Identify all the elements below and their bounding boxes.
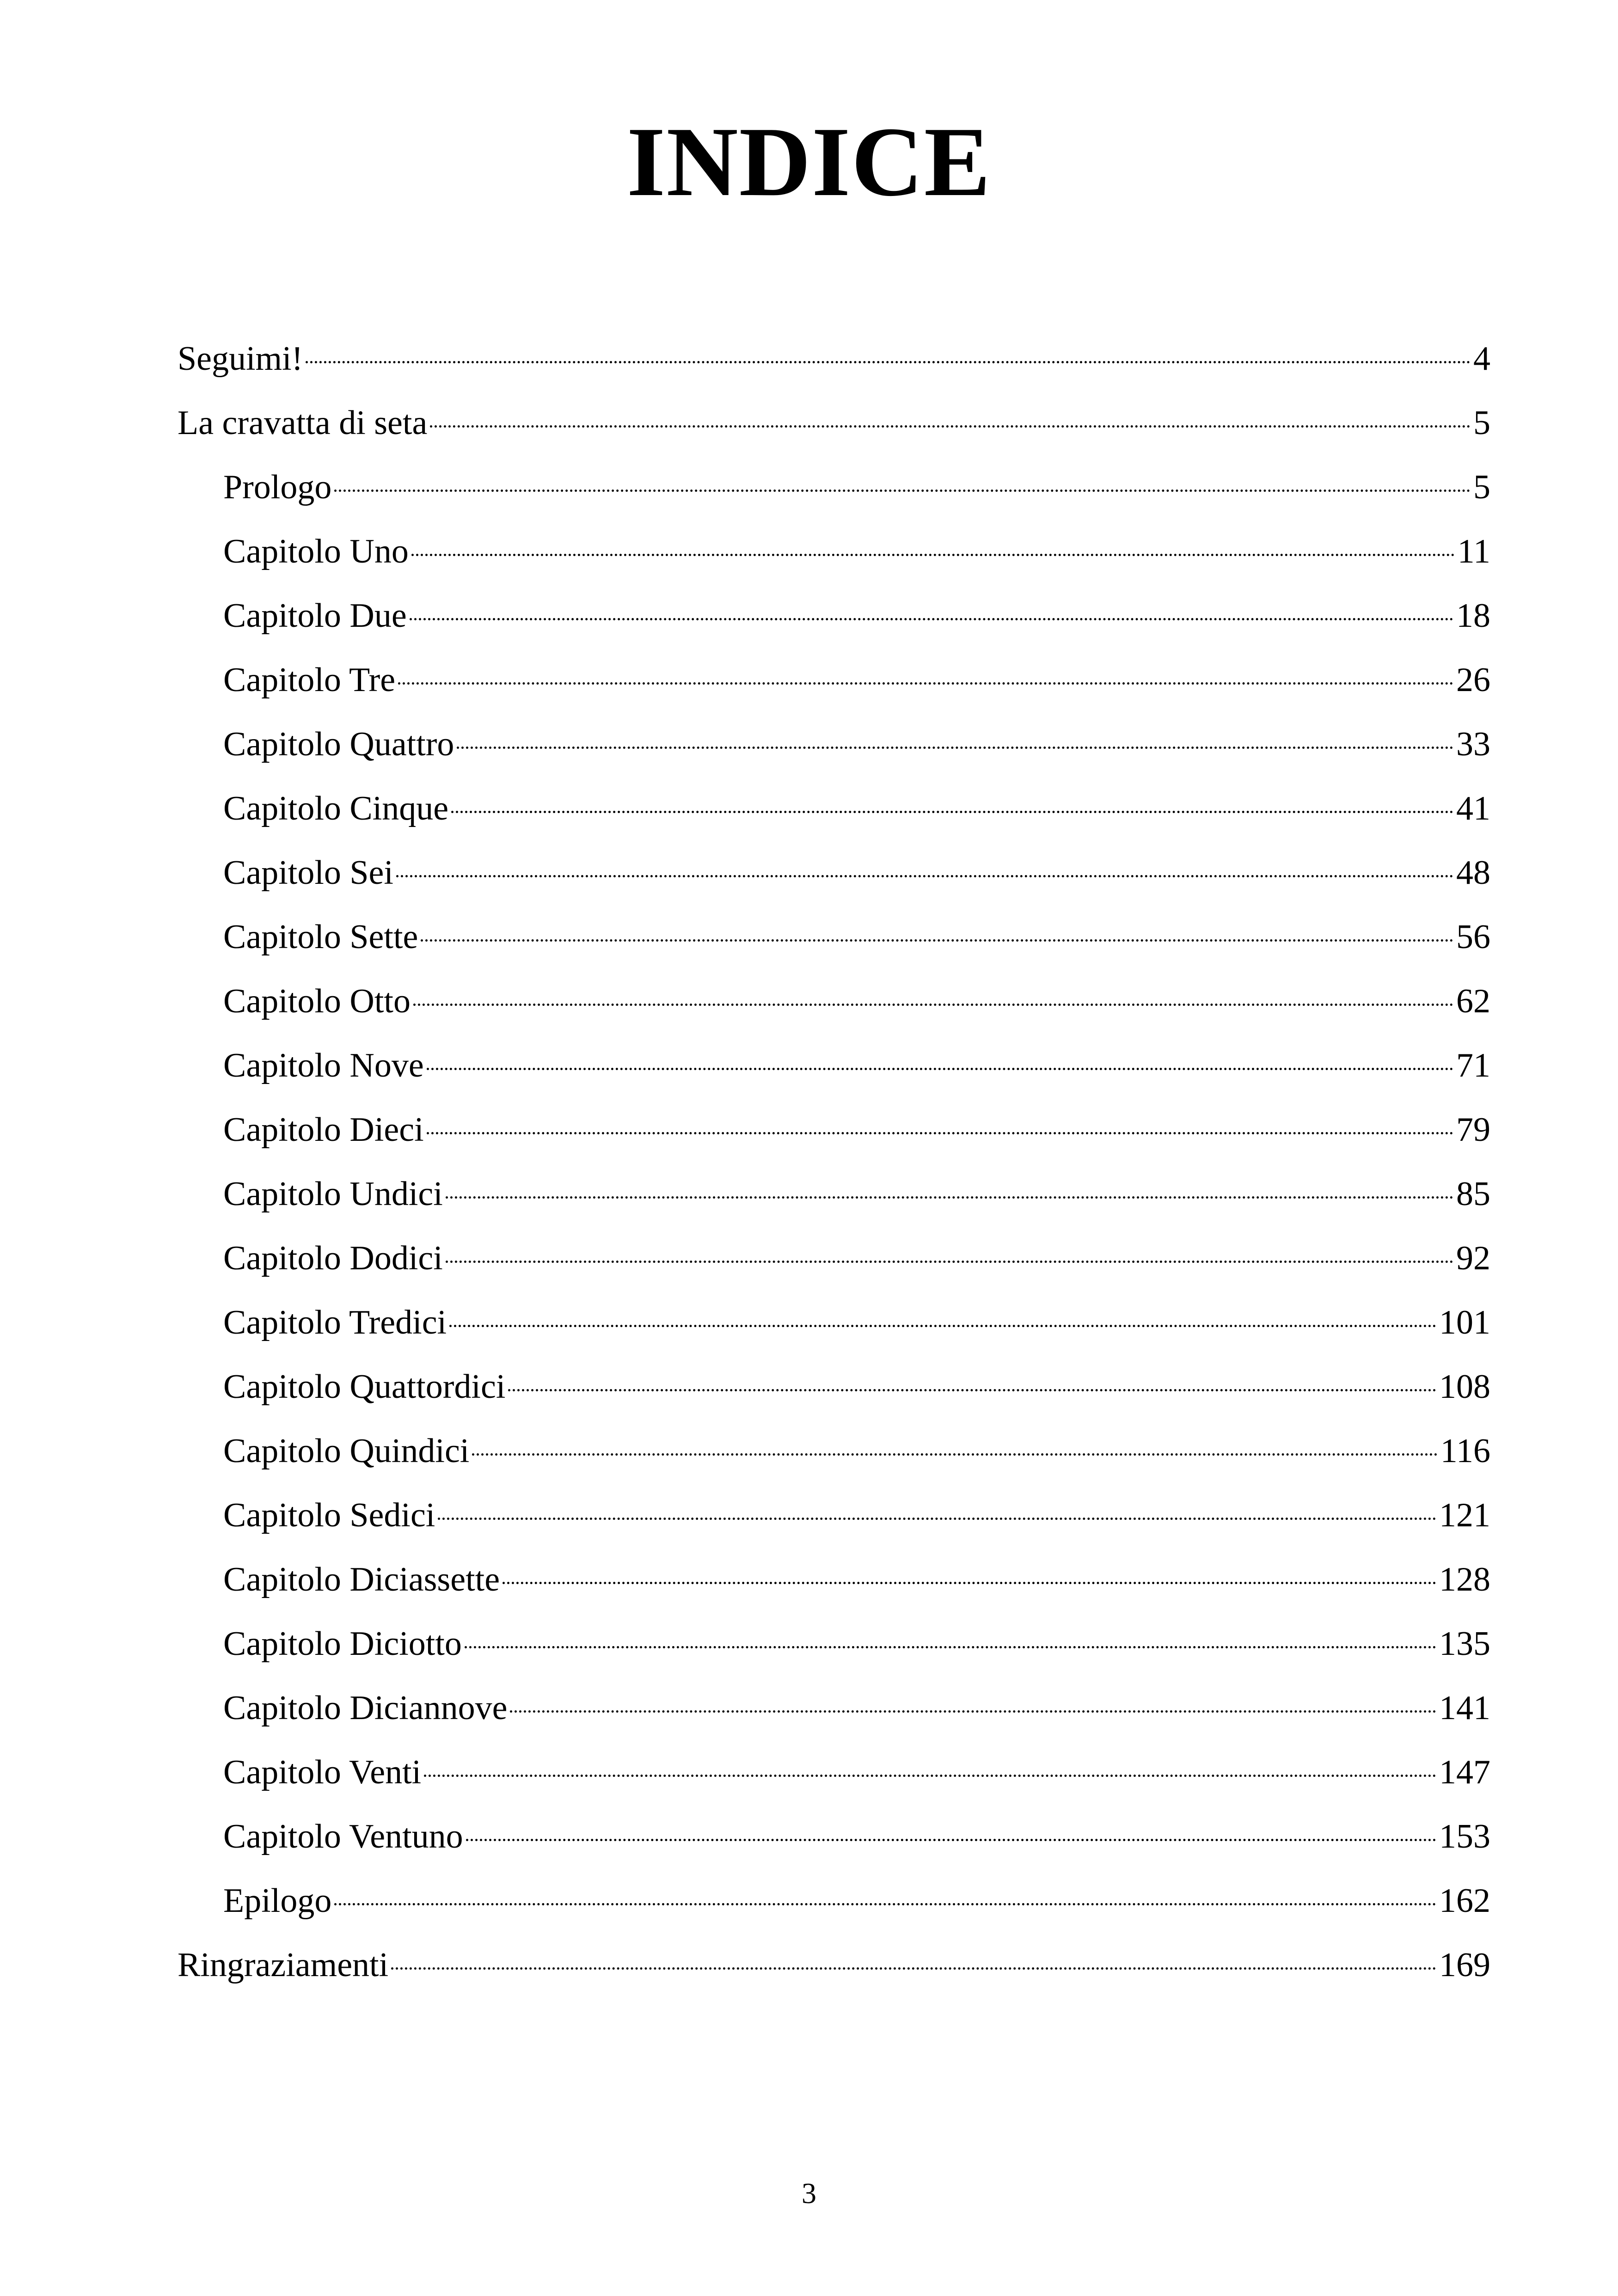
dot-leader (446, 1150, 1453, 1199)
toc-entry[interactable] (178, 1928, 1490, 1992)
dot-leader (413, 957, 1453, 1006)
toc-entry[interactable] (178, 1157, 1490, 1221)
toc-entry-page-number: 48 (1456, 854, 1490, 892)
toc-entry-title: Capitolo Tredici (223, 1304, 447, 1341)
toc-entry-title: Capitolo Quattordici (223, 1368, 506, 1406)
dot-leader (438, 1471, 1436, 1520)
toc-entry-title: Capitolo Tre (223, 661, 396, 699)
toc-entry-page-number: 128 (1439, 1561, 1490, 1598)
dot-leader (446, 1214, 1453, 1263)
toc-entry-page-number: 71 (1456, 1047, 1490, 1084)
dot-leader (427, 1022, 1453, 1070)
toc-entry[interactable] (178, 321, 1490, 386)
dot-leader (424, 1728, 1436, 1777)
toc-entry-title: Capitolo Undici (223, 1175, 443, 1213)
toc-entry-page-number: 92 (1456, 1239, 1490, 1277)
toc-entry-title: Capitolo Diciannove (223, 1689, 508, 1727)
toc-entry-title: Capitolo Dodici (223, 1239, 443, 1277)
toc-entry[interactable] (178, 1349, 1490, 1414)
toc-entry-page-number: 141 (1439, 1689, 1490, 1727)
dot-leader (449, 1279, 1436, 1327)
toc-entry-title: Capitolo Quindici (223, 1432, 470, 1470)
toc-entry-title: La cravatta di seta (178, 404, 428, 442)
dot-leader (430, 379, 1471, 428)
toc-entry-title: Seguimi! (178, 340, 303, 378)
toc-entry-page-number: 4 (1473, 340, 1490, 378)
toc-entry[interactable] (178, 771, 1490, 835)
toc-entry[interactable] (178, 835, 1490, 900)
dot-leader (508, 1343, 1436, 1391)
toc-entry-title: Capitolo Diciotto (223, 1625, 462, 1663)
toc-entry-page-number: 147 (1439, 1753, 1490, 1791)
toc-entry-page-number: 41 (1456, 790, 1490, 827)
toc-entry-page-number: 121 (1439, 1496, 1490, 1534)
toc-entry-page-number: 11 (1457, 533, 1490, 570)
dot-leader (503, 1536, 1436, 1584)
toc-entry-page-number: 62 (1456, 982, 1490, 1020)
dot-leader (510, 1664, 1436, 1713)
toc-entry-title: Capitolo Otto (223, 982, 411, 1020)
dot-leader (427, 1086, 1453, 1134)
dot-leader (396, 829, 1453, 877)
toc-entry[interactable] (178, 1221, 1490, 1285)
toc-entry[interactable] (178, 1478, 1490, 1542)
toc-entry[interactable] (178, 1799, 1490, 1863)
toc-entry-page-number: 153 (1439, 1818, 1490, 1855)
dot-leader (451, 765, 1453, 813)
dot-leader (411, 508, 1455, 556)
toc-entry-page-number: 162 (1439, 1882, 1490, 1920)
toc-entry[interactable] (178, 643, 1490, 707)
dot-leader (398, 636, 1453, 685)
dot-leader (334, 1857, 1436, 1905)
toc-entry[interactable] (178, 1028, 1490, 1092)
toc-entry-page-number: 18 (1456, 597, 1490, 635)
toc-entry-title: Capitolo Venti (223, 1753, 422, 1791)
page-number: 3 (802, 2177, 816, 2210)
dot-leader (457, 700, 1453, 749)
toc-entry-page-number: 5 (1473, 404, 1490, 442)
dot-leader (421, 893, 1453, 942)
toc-entry[interactable] (178, 1735, 1490, 1799)
toc-entry-page-number: 85 (1456, 1175, 1490, 1213)
toc-entry-page-number: 108 (1439, 1368, 1490, 1406)
toc-entry-page-number: 26 (1456, 661, 1490, 699)
toc-entry-title: Capitolo Dieci (223, 1111, 424, 1149)
toc-entry[interactable] (178, 1671, 1490, 1735)
table-of-contents (178, 321, 1490, 1992)
toc-entry[interactable] (178, 1414, 1490, 1478)
toc-entry[interactable] (178, 964, 1490, 1028)
dot-leader (306, 315, 1471, 363)
dot-leader (472, 1407, 1437, 1456)
toc-entry-title: Capitolo Cinque (223, 790, 449, 827)
dot-leader (334, 443, 1471, 492)
toc-entry-page-number: 5 (1473, 468, 1490, 506)
toc-entry[interactable] (178, 386, 1490, 450)
toc-entry-title: Capitolo Sedici (223, 1496, 435, 1534)
toc-entry-title: Capitolo Sei (223, 854, 393, 892)
toc-entry-page-number: 33 (1456, 725, 1490, 763)
toc-entry[interactable] (178, 707, 1490, 771)
toc-entry-page-number: 135 (1439, 1625, 1490, 1663)
toc-entry-title: Capitolo Uno (223, 533, 409, 570)
toc-entry[interactable] (178, 1092, 1490, 1157)
dot-leader (391, 1921, 1436, 1970)
toc-entry[interactable] (178, 514, 1490, 578)
toc-entry-page-number: 116 (1440, 1432, 1490, 1470)
toc-entry-title: Ringraziamenti (178, 1946, 389, 1984)
toc-entry[interactable] (178, 1863, 1490, 1928)
toc-entry-title: Capitolo Ventuno (223, 1818, 463, 1855)
toc-entry-title: Capitolo Sette (223, 918, 418, 956)
toc-entry[interactable] (178, 900, 1490, 964)
toc-entry-title: Capitolo Nove (223, 1047, 424, 1084)
toc-entry[interactable] (178, 1606, 1490, 1671)
toc-entry-page-number: 56 (1456, 918, 1490, 956)
toc-entry-page-number: 169 (1439, 1946, 1490, 1984)
toc-entry[interactable] (178, 1542, 1490, 1606)
page-title: INDICE (626, 106, 992, 217)
toc-entry-page-number: 101 (1439, 1304, 1490, 1341)
toc-entry-title: Epilogo (223, 1882, 332, 1920)
toc-entry-title: Prologo (223, 468, 332, 506)
toc-entry[interactable] (178, 450, 1490, 514)
dot-leader (410, 572, 1453, 620)
toc-entry-title: Capitolo Quattro (223, 725, 454, 763)
toc-entry[interactable] (178, 1285, 1490, 1349)
dot-leader (466, 1793, 1436, 1841)
dot-leader (465, 1600, 1436, 1648)
toc-entry-title: Capitolo Diciassette (223, 1561, 500, 1598)
toc-entry[interactable] (178, 578, 1490, 643)
toc-entry-page-number: 79 (1456, 1111, 1490, 1149)
toc-entry-title: Capitolo Due (223, 597, 407, 635)
